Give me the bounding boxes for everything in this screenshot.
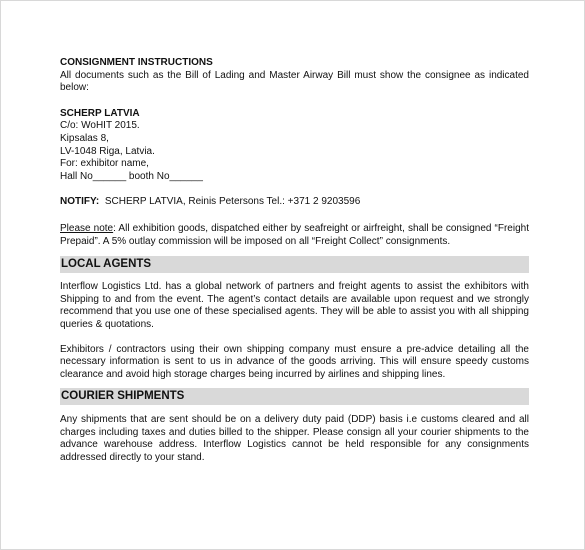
consignment-body: All documents such as the Bill of Lading and Master Airway Bill must show the consignee as indicated below: [60,69,529,94]
address-line: Hall No______ booth No______ [60,170,203,182]
document-content [60,57,529,465]
notify-label: NOTIFY: [60,196,100,208]
local-agents-heading: LOCAL AGENTS [60,256,529,273]
notify-line [60,196,529,209]
note-label: Please note [60,222,114,234]
local-agents-paragraph: Interflow Logistics Ltd. has a global network of partners and freight agents to assist the exhibitors with Shipping to and from the event. The agent’s contact details are available upon request and we strongly recommend that you use one of these specialised agents. They will be able to assist you with all shipping queries & quotations. [60,281,529,330]
consignment-heading: CONSIGNMENT INSTRUCTIONS [60,57,213,68]
note-text: : All exhibition goods, dispatched either by seafreight or airfreight, shall be consigned “Freight Prepaid”. A 5% outlay commission will be imposed on all “Freight Collect” consignments. [60,222,529,247]
address-line: LV-1048 Riga, Latvia. [60,145,155,157]
address-company: SCHERP LATVIA [60,107,140,119]
courier-paragraph: Any shipments that are sent should be on a delivery duty paid (DDP) basis i.e customs cleared and all charges including taxes and duties billed to the shipper. Please consign all your courier shipments to the advance warehouse address. Interflow Logistics cannot be held responsible for any consignments addressed directly to your stand. [60,414,529,464]
address-line: C/o: WoHIT 2015. [60,120,140,132]
note-paragraph [60,223,529,248]
courier-heading: COURIER SHIPMENTS [60,388,529,405]
address-line: For: exhibitor name, [60,158,149,170]
local-agents-paragraph: Exhibitors / contractors using their own shipping company must ensure a pre-advice detailing all the necessary information is sent to us in advance of the goods arriving. This will ensure speedy customs clearance and avoid high storage charges being incurred by airlines and shipping lines. [60,343,529,380]
notify-text: SCHERP LATVIA, Reinis Petersons Tel.: +371 2 9203596 [104,196,361,208]
address-line: Kipsalas 8, [60,132,109,144]
